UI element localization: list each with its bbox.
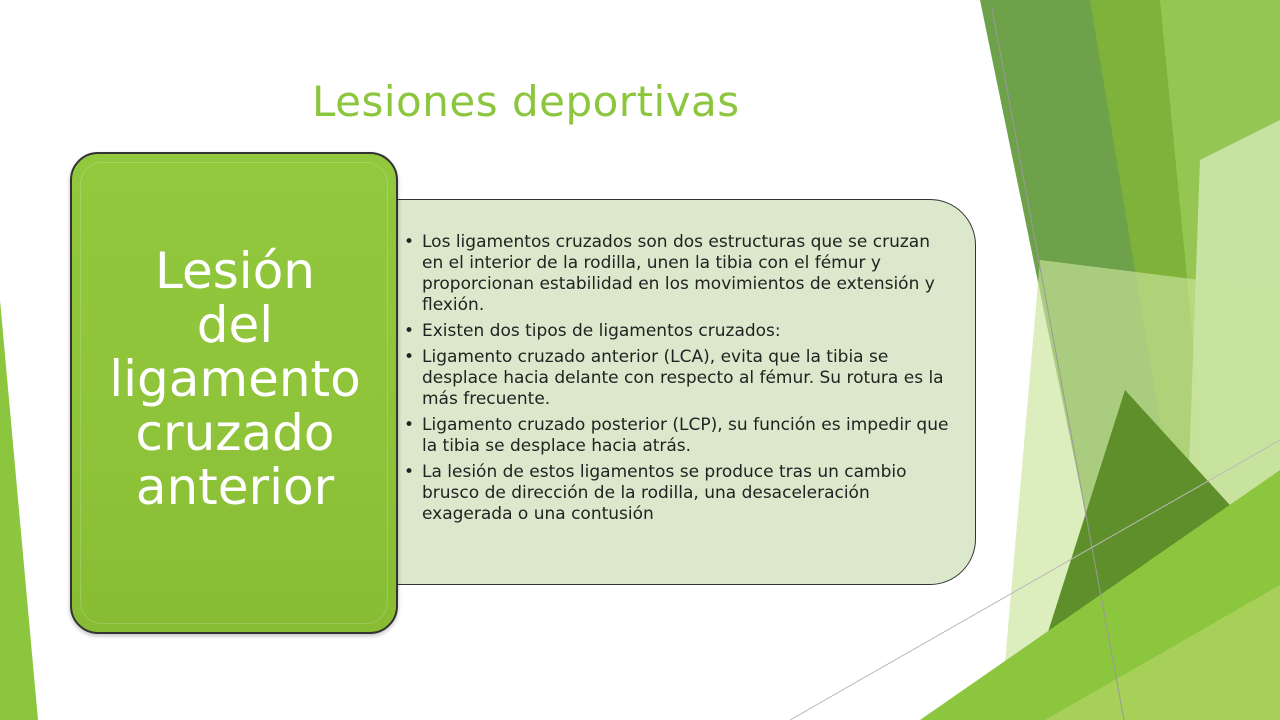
topic-label: Lesión del ligamento cruzado anterior	[109, 242, 361, 516]
bullet-item: • La lesión de estos ligamentos se produce tras un cambio brusco de dirección de la rodilla, una desaceleración exagerada o una contusión	[404, 462, 952, 525]
bullet-item: • Los ligamentos cruzados son dos estructuras que se cruzan en el interior de la rodilla, unen la tibia con el fémur y proporcionan estabilidad en los movimientos de extensión y flexión.	[404, 232, 952, 316]
bullet-item: • Ligamento cruzado posterior (LCP), su función es impedir que la tibia se desplace hacia atrás.	[404, 415, 952, 457]
bullet-item: • Ligamento cruzado anterior (LCA), evita que la tibia se desplace hacia delante con respecto al fémur. Su rotura es la más frecuente.	[404, 347, 952, 410]
slide-title: Lesiones deportivas	[312, 77, 740, 126]
bullet-item: • Existen dos tipos de ligamentos cruzados:	[404, 321, 952, 342]
left-accent-shape	[0, 300, 38, 720]
bullet-list	[404, 232, 952, 530]
